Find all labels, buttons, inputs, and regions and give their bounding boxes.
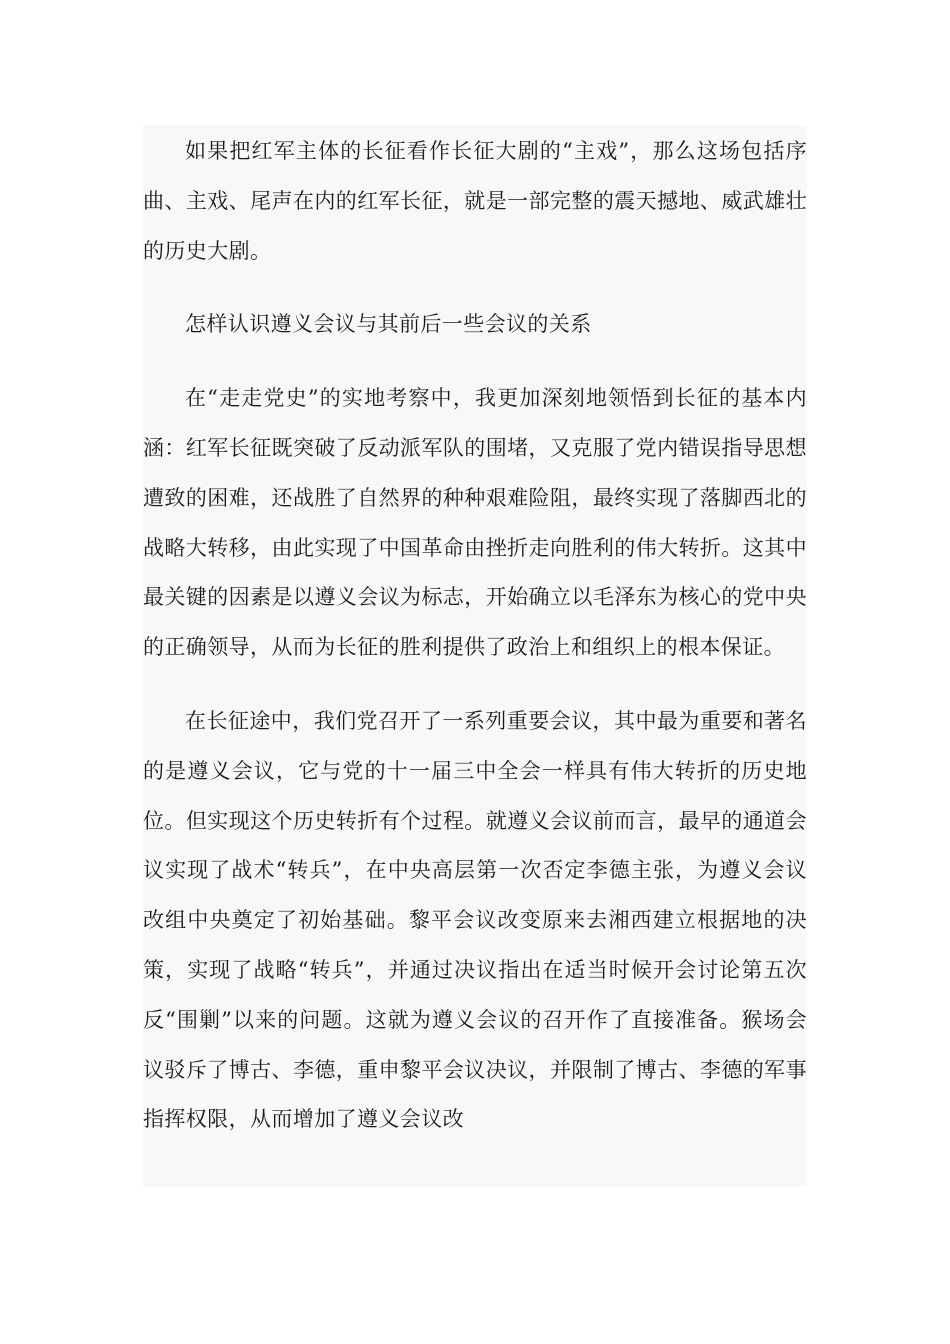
document-body [143,125,807,1187]
paragraph-1: 如果把红军主体的长征看作长征大剧的“主戏”，那么这场包括序曲、主戏、尾声在内的红军长征，就是一部完整的震天撼地、威武雄壮的历史大剧。 [143,139,807,263]
paragraph-2: 在“走走党史”的实地考察中，我更加深刻地领悟到长征的基本内涵：红军长征既突破了反动派军队的围堵，又克服了党内错误指导思想遭致的困难，还战胜了自然界的种种艰难险阻，最终实现了落脚西北的战略大转移，由此实现了中国革命由挫折走向胜利的伟大转折。这其中最关键的因素是以遵义会议为标志，开始确立以毛泽东为核心的党中央的正确领导，从而为长征的胜利提供了政治上和组织上的根本保证。 [143,386,807,660]
paragraph-3: 在长征途中，我们党召开了一系列重要会议，其中最为重要和著名的是遵义会议，它与党的十一届三中全会一样具有伟大转折的历史地位。但实现这个历史转折有个过程。就遵义会议前而言，最早的通道会议实现了战术“转兵”，在中央高层第一次否定李德主张，为遵义会议改组中央奠定了初始基础。黎平会议改变原来去湘西建立根据地的决策，实现了战略“转兵”，并通过决议指出在适当时候开会讨论第五次反“围剿”以来的问题。这就为遵义会议的召开作了直接准备。猴场会议驳斥了博古、李德，重申黎平会议决议，并限制了博古、李德的军事指挥权限，从而增加了遵义会议改 [143,708,807,1132]
section-heading: 怎样认识遵义会议与其前后一些会议的关系 [185,312,592,337]
